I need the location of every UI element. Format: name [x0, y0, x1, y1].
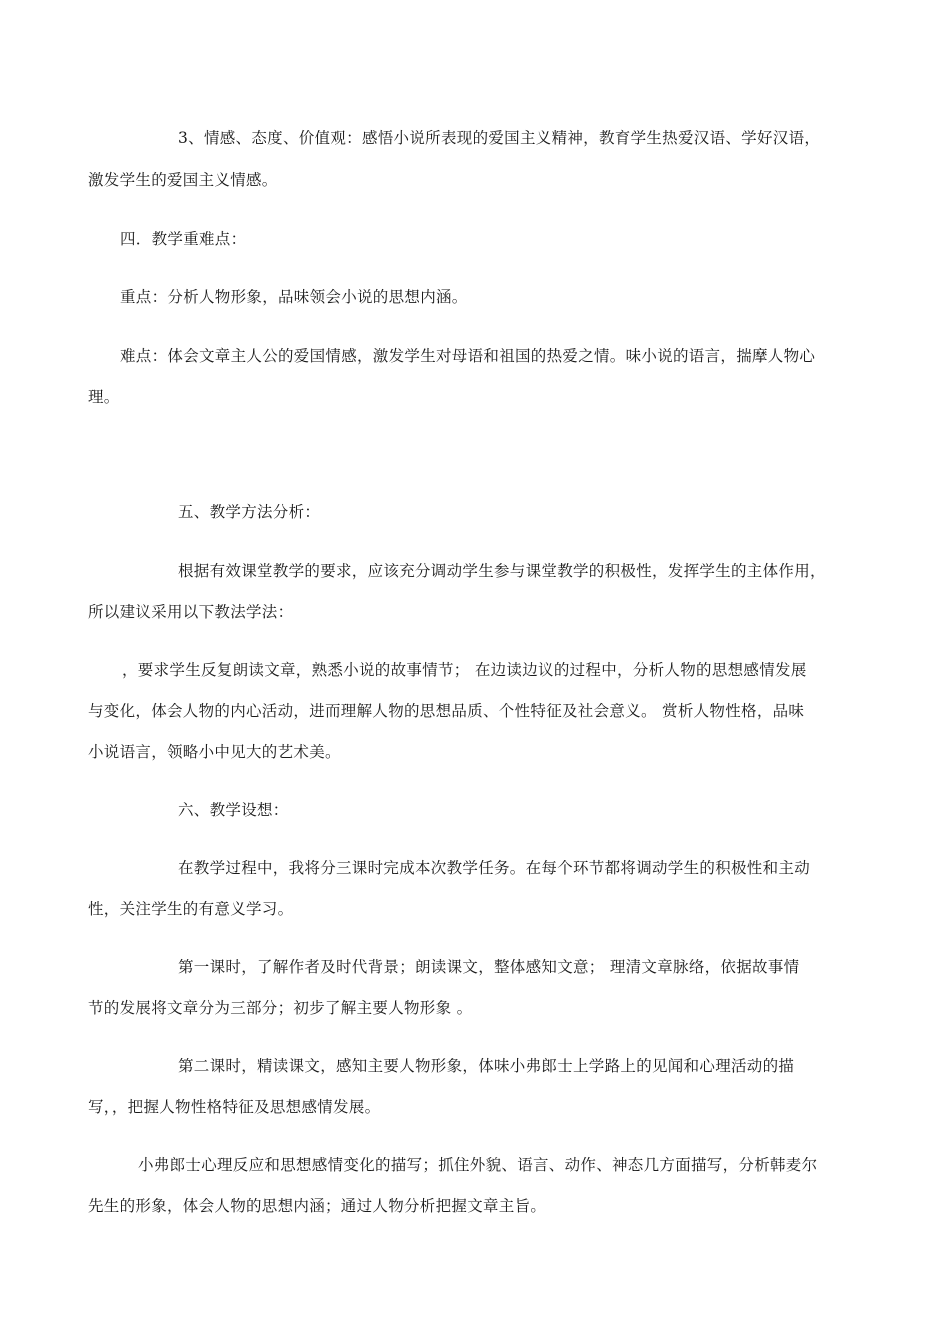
methods-para2-line-2: 与变化，体会人物的内心活动，进而理解人物的思想品质、个性特征及社会意义。 赏析人物性格，品味 — [88, 702, 805, 720]
difficulty-line-1: 难点：体会文章主人公的爱国情感，激发学生对母语和祖国的热爱之情。味小说的语言，揣摩人物心 — [120, 347, 816, 365]
design-para3-line-1: 小弗郎士心理反应和思想感情变化的描写；抓住外貌、语言、动作、神态几方面描写，分析韩麦尔 — [138, 1156, 818, 1174]
methods-para2-line-1: ，要求学生反复朗读文章，熟悉小说的故事情节； 在边读边议的过程中，分析人物的思想感情发展 — [122, 661, 807, 679]
lesson2-line-1: 第二课时，精读课文，感知主要人物形象，体味小弗郎士上学路上的见闻和心理活动的描 — [178, 1057, 795, 1075]
methods-para1-line-2: 所以建议采用以下教法学法： — [88, 603, 294, 621]
key-points-heading: 四．教学重难点： — [120, 230, 247, 248]
lesson2-line-2: 写，，把握人物性格特征及思想感情发展。 — [88, 1098, 381, 1116]
design-para1-line-1: 在教学过程中，我将分三课时完成本次教学任务。在每个环节都将调动学生的积极性和主动 — [178, 859, 811, 877]
focus-paragraph: 重点：分析人物形象，品味领会小说的思想内涵。 — [120, 288, 468, 306]
difficulty-line-2: 理。 — [88, 388, 120, 406]
design-para3-line-2: 先生的形象，体会人物的思想内涵；通过人物分析把握文章主旨。 — [88, 1197, 547, 1215]
methods-para2-line-3: 小说语言，领略小中见大的艺术美。 — [88, 743, 341, 761]
methods-para1-line-1: 根据有效课堂教学的要求，应该充分调动学生参与课堂教学的积极性，发挥学生的主体作用， — [178, 562, 826, 580]
emotion-goal-line-2: 激发学生的爱国主义情感。 — [88, 171, 278, 189]
lesson1-line-2: 节的发展将文章分为三部分；初步了解主要人物形象 。 — [88, 999, 473, 1017]
design-heading: 六、教学设想： — [178, 801, 289, 819]
emotion-goal-line-1: 3、情感、态度、价值观：感悟小说所表现的爱国主义精神，教育学生热爱汉语、学好汉语， — [178, 129, 821, 147]
design-para1-line-2: 性，关注学生的有意义学习。 — [88, 900, 294, 918]
lesson1-line-1: 第一课时，了解作者及时代背景；朗读课文，整体感知文意； 理清文章脉络，依据故事情 — [178, 958, 800, 976]
methods-heading: 五、教学方法分析： — [178, 503, 321, 521]
